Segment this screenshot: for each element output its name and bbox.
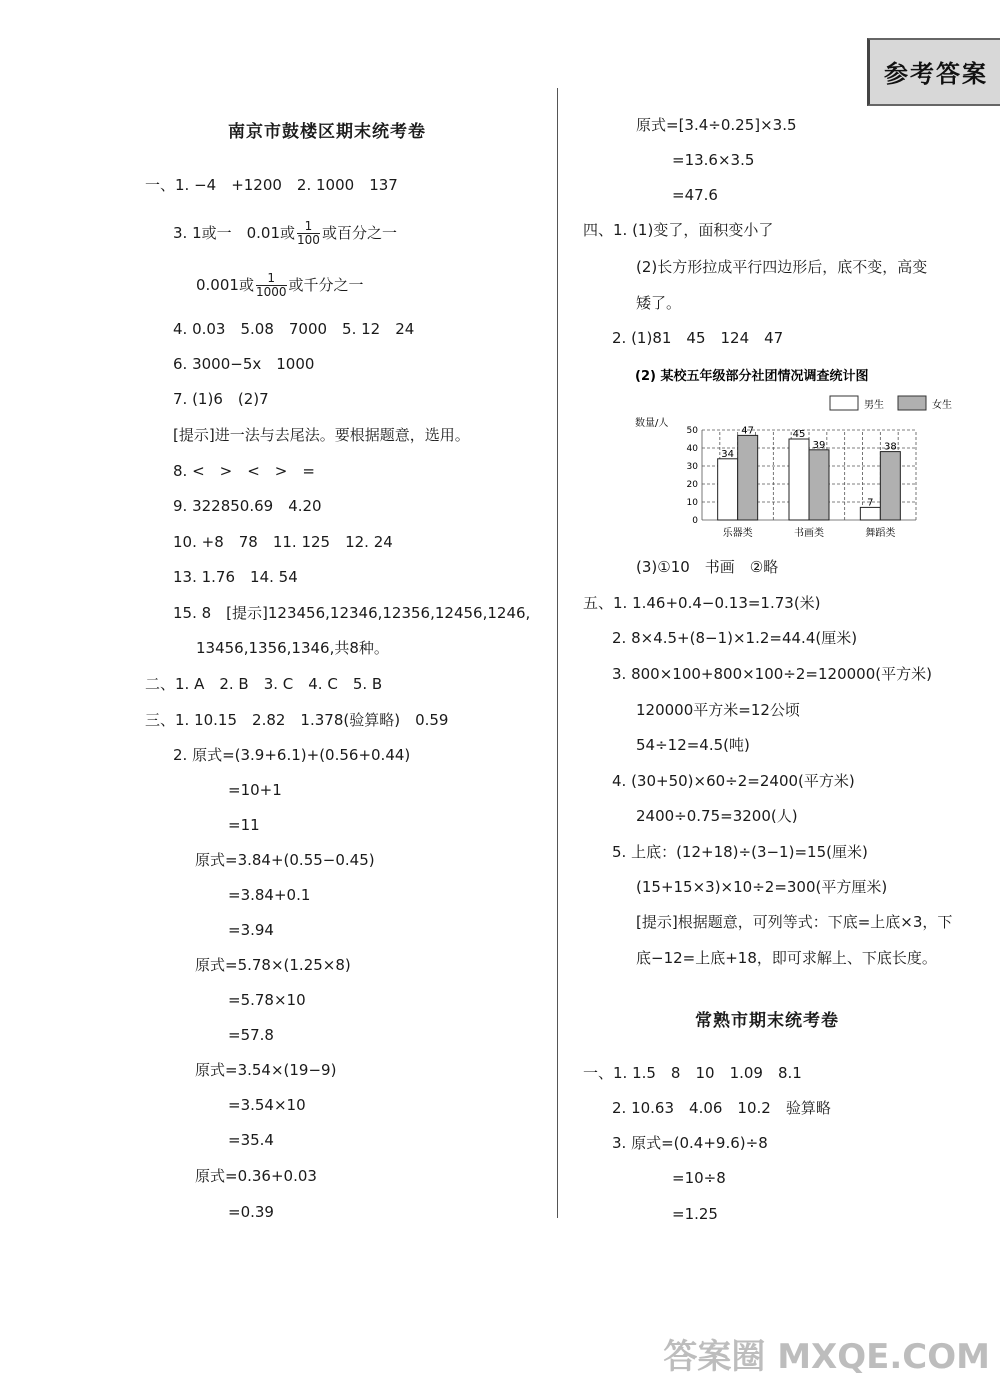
bar [860,507,880,520]
answer-line: 120000平方米=12公顷 [636,701,800,719]
y-tick-label: 10 [686,498,698,508]
hint-line: [提示]进一法与去尾法。要根据题意，选用。 [173,426,470,444]
answer-line: =5.78×10 [228,991,306,1009]
answer-line: 2. (1)81 45 124 47 [612,329,784,347]
answer-line: 二、1. A 2. B 3. C 4. C 5. B [145,675,383,693]
hint-line: 底−12=上底+18，即可求解上、下底长度。 [636,949,937,967]
data-label: 7 [867,497,874,509]
answer-line: =3.84+0.1 [228,886,311,904]
legend-swatch [898,396,926,410]
hint-line: [提示]根据题意，可列等式：下底=上底×3，下 [636,913,953,931]
answer-line: 原式=5.78×(1.25×8) [195,956,351,974]
answer-line: 矮了。 [636,294,682,312]
answer-line: 3. 800×100+800×100÷2=120000(平方米) [612,665,932,683]
fraction-denominator: 100 [297,233,320,247]
fraction [297,220,320,247]
answer-line: =3.54×10 [228,1096,306,1114]
left-section-title: 南京市鼓楼区期末统考卷 [228,122,426,142]
answer-line: =11 [228,816,260,834]
answer-line: =13.6×3.5 [672,151,755,169]
answer-line: 13. 1.76 14. 54 [173,568,298,586]
answer-line: 13456,1356,1346,共8种。 [196,639,389,657]
legend-label: 男生 [864,400,884,411]
answer-line: 4. (30+50)×60÷2=2400(平方米) [612,772,855,790]
answer-line: 原式=0.36+0.03 [195,1167,317,1185]
y-tick-label: 40 [686,444,698,454]
answer-line: 54÷12=4.5(吨) [636,736,750,754]
answer-line: =3.94 [228,921,274,939]
bar [718,459,738,520]
answer-line [196,272,364,299]
answer-line: 原式=3.54×(19−9) [195,1061,337,1079]
chart-title: (2) 某校五年级部分社团情况调查统计图 [635,369,869,384]
y-tick-label: 50 [686,426,698,436]
bar [809,450,829,520]
column-divider [557,88,558,1218]
data-label: 39 [812,439,826,451]
fraction-numerator: 1 [297,220,320,234]
answer-line: (3)①10 书画 ②略 [636,558,779,576]
answer-line: 7. (1)6 (2)7 [173,390,269,408]
legend-label: 女生 [932,400,952,411]
fraction [256,272,287,299]
answer-line: 6. 3000−5x 1000 [173,355,315,373]
answer-line: (15+15×3)×10÷2=300(平方厘米) [636,878,888,896]
data-label: 38 [883,441,897,453]
answer-line: 2. 原式=(3.9+6.1)+(0.56+0.44) [173,746,411,764]
answer-text: 3. 1或一 0.01或 [173,224,296,242]
answer-line: =10+1 [228,781,282,799]
answer-line: =0.39 [228,1203,274,1221]
answer-line: 原式=3.84+(0.55−0.45) [195,851,375,869]
answer-line [173,220,397,247]
answer-line: 4. 0.03 5.08 7000 5. 12 24 [173,320,415,338]
answer-line: (2)长方形拉成平行四边形后，底不变，高变 [636,258,928,276]
answer-line: =47.6 [672,186,718,204]
bar [880,452,900,520]
bar [789,439,809,520]
answer-line: 8. < > < > = [173,462,315,480]
answer-line: 一、1. −4 +1200 2. 1000 137 [145,176,398,194]
answer-text: 或千分之一 [288,276,364,294]
fraction-numerator: 1 [256,272,287,286]
x-tick-label: 舞蹈类 [865,528,896,539]
answer-line: =35.4 [228,1131,274,1149]
data-label: 47 [741,425,755,437]
right-section-title: 常熟市期末统考卷 [695,1011,839,1031]
answer-line: 3. 原式=(0.4+9.6)÷8 [612,1134,768,1152]
y-tick-label: 0 [692,516,698,526]
answer-text: 0.001或 [196,276,254,294]
answer-line: 2400÷0.75=3200(人) [636,807,798,825]
hint-line: 15. 8 [提示]123456,12346,12356,12456,1246, [173,604,531,622]
answer-tab [867,38,1000,106]
answer-line: 五、1. 1.46+0.4−0.13=1.73(米) [583,594,821,612]
answer-line: =10÷8 [672,1169,726,1187]
answer-line: 9. 322850.69 4.20 [173,497,322,515]
answer-text: 或百分之一 [321,224,397,242]
answer-line: 一、1. 1.5 8 10 1.09 8.1 [583,1064,802,1082]
answer-line: 2. 10.63 4.06 10.2 验算略 [612,1099,831,1117]
x-tick-label: 乐器类 [722,528,753,539]
answer-line: 四、1. (1)变了，面积变小了 [583,221,774,239]
data-label: 45 [792,429,806,440]
answer-line: 三、1. 10.15 2.82 1.378(验算略) 0.59 [145,711,449,729]
watermark: 答案圈 MXQE.COM [663,1337,990,1377]
answer-line: 原式=[3.4÷0.25]×3.5 [636,116,797,134]
legend-swatch [830,396,858,410]
y-tick-label: 20 [686,480,698,490]
y-axis-label: 数量/人 [635,418,669,429]
answer-line: =1.25 [672,1205,718,1223]
bar-chart [630,360,970,550]
x-tick-label: 书画类 [794,528,824,539]
bar [738,435,758,520]
answer-line: 5. 上底：(12+18)÷(3−1)=15(厘米) [612,843,868,861]
answer-line: =57.8 [228,1026,274,1044]
answer-tab-label: 参考答案 [884,60,988,88]
data-label: 34 [721,448,735,460]
y-tick-label: 30 [686,462,698,472]
fraction-denominator: 1000 [255,285,287,299]
answer-line: 2. 8×4.5+(8−1)×1.2=44.4(厘米) [612,629,858,647]
answer-line: 10. +8 78 11. 125 12. 24 [173,533,393,551]
